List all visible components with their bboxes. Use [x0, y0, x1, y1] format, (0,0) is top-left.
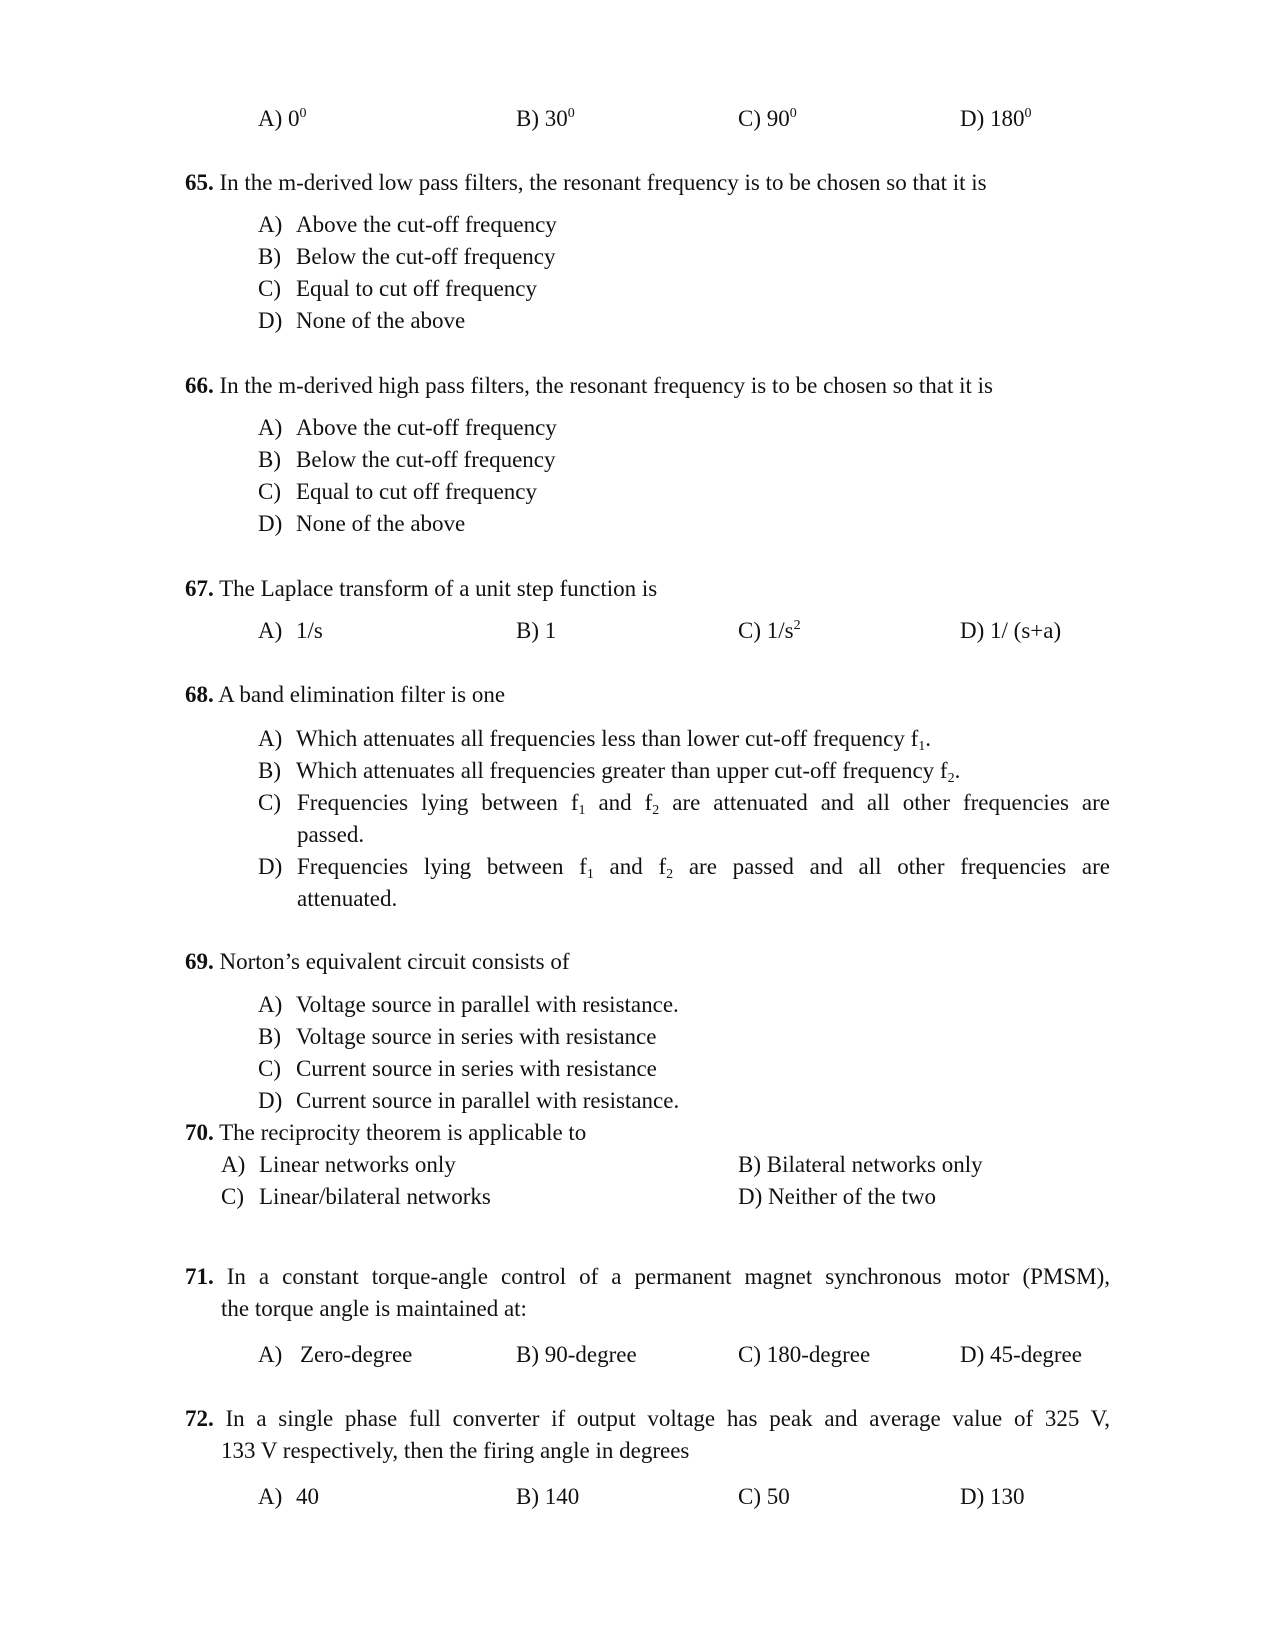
question-72-text-line1: In a single phase full converter if output voltage has peak and average value of 325 V, [225, 1406, 1111, 1431]
q72-option-c-text: 50 [766, 1484, 790, 1509]
q68-option-d-continuation: attenuated. [297, 886, 398, 911]
q71-option-d-text: 45-degree [990, 1342, 1082, 1367]
q68-option-b-text: Which attenuates all frequencies greater than upper cut-off frequency f [296, 758, 948, 783]
q68-option-c-part3: are attenuated and all other frequencies are [659, 790, 1111, 815]
q72-option-b-text: 140 [544, 1484, 580, 1509]
q69-option-a-label: A) [258, 992, 283, 1017]
question-66 [185, 371, 993, 401]
question-68-number: 68. [185, 682, 214, 707]
question-71-text-line1: In a constant torque-angle control of a permanent magnet synchronous motor (PMSM), [226, 1264, 1111, 1289]
q68-option-c-sub2: 2 [652, 803, 660, 818]
q70-option-b [738, 1150, 983, 1180]
question-65 [185, 168, 987, 198]
question-72-text-line2: 133 V respectively, then the firing angle in degrees [221, 1438, 690, 1463]
q72-option-b-label: B) [516, 1484, 539, 1509]
question-67-text: The Laplace transform of a unit step function is [219, 576, 658, 601]
q70-option-b-text: Bilateral networks only [766, 1152, 983, 1177]
q64-option-a-text: 0 [288, 106, 300, 131]
question-72 [185, 1404, 1110, 1434]
question-67-number: 67. [185, 576, 214, 601]
q68-option-a-subscript: 1 [918, 739, 926, 754]
q72-option-b [516, 1482, 579, 1512]
q68-option-d-label-wrap [258, 852, 282, 882]
q71-option-c [738, 1340, 870, 1370]
q69-option-d [258, 1086, 679, 1116]
q70-option-a-text: Linear networks only [259, 1152, 456, 1177]
q69-option-a [258, 990, 679, 1020]
q67-option-d-label: D) [960, 618, 985, 643]
question-71-number: 71. [185, 1264, 214, 1289]
q64-option-b-label: B) [516, 106, 539, 131]
q68-option-c-label: C) [258, 790, 281, 815]
q64-option-c [738, 104, 797, 134]
q72-option-a-label: A) [258, 1484, 283, 1509]
q66-option-a-text: Above the cut-off frequency [296, 415, 557, 440]
q71-option-a [258, 1340, 412, 1370]
question-65-text: In the m-derived low pass filters, the resonant frequency is to be chosen so that it is [219, 170, 987, 195]
question-69-number: 69. [185, 949, 214, 974]
q64-option-d-text: 180 [990, 106, 1025, 131]
q68-option-d-part1: Frequencies lying between f [297, 854, 587, 879]
q67-option-c-exponent: 2 [793, 618, 801, 633]
q65-option-d-label: D) [258, 308, 283, 333]
q70-option-d [738, 1182, 936, 1212]
q64-option-d-degree: 0 [1024, 106, 1032, 121]
q68-option-a-text: Which attenuates all frequencies less than lower cut-off frequency f [296, 726, 919, 751]
question-65-number: 65. [185, 170, 214, 195]
q69-option-d-text: Current source in parallel with resistance. [296, 1088, 680, 1113]
q68-option-b-label: B) [258, 758, 281, 783]
q70-option-d-label: D) [738, 1184, 763, 1209]
q68-option-c-label-wrap [258, 788, 281, 818]
question-68 [185, 680, 505, 710]
q68-option-a [258, 724, 931, 754]
q71-option-d [960, 1340, 1082, 1370]
q72-option-a-text: 40 [296, 1484, 319, 1509]
q65-option-b [258, 242, 556, 272]
q64-option-c-degree: 0 [789, 106, 797, 121]
q67-option-b-label: B) [516, 618, 539, 643]
q68-option-d-label: D) [258, 854, 283, 879]
q68-option-c-sub1: 1 [578, 803, 586, 818]
question-69 [185, 947, 570, 977]
q67-option-b-text: 1 [544, 618, 557, 643]
q68-option-d-sub1: 1 [586, 867, 594, 882]
q67-option-b [516, 616, 556, 646]
q71-option-b-text: 90-degree [544, 1342, 637, 1367]
q71-option-a-label: A) [258, 1342, 283, 1367]
q65-option-b-label: B) [258, 244, 281, 269]
q71-option-c-text: 180-degree [766, 1342, 871, 1367]
q66-option-d-text: None of the above [296, 511, 466, 536]
q66-option-c [258, 477, 537, 507]
q65-option-c [258, 274, 537, 304]
question-70 [185, 1118, 586, 1148]
q66-option-a [258, 413, 557, 443]
q66-option-d [258, 509, 465, 539]
question-71-text-line2: the torque angle is maintained at: [221, 1296, 527, 1321]
q70-option-d-text: Neither of the two [768, 1184, 937, 1209]
q68-option-d-part3: are passed and all other frequencies are [673, 854, 1111, 879]
q68-option-c-continuation: passed. [297, 822, 365, 847]
q68-option-a-label: A) [258, 726, 283, 751]
q69-option-b-text: Voltage source in series with resistance [296, 1024, 657, 1049]
q67-option-a [258, 616, 323, 646]
q70-option-c-label: C) [221, 1184, 244, 1209]
q69-option-b [258, 1022, 656, 1052]
q65-option-c-text: Equal to cut off frequency [296, 276, 537, 301]
q66-option-b-label: B) [258, 447, 281, 472]
q64-option-b-degree: 0 [567, 106, 575, 121]
q67-option-d [960, 616, 1061, 646]
q72-option-d-label: D) [960, 1484, 985, 1509]
q66-option-b-text: Below the cut-off frequency [296, 447, 556, 472]
q64-option-c-text: 90 [766, 106, 790, 131]
q64-option-a-label: A) [258, 106, 283, 131]
question-70-text: The reciprocity theorem is applicable to [219, 1120, 587, 1145]
q72-option-d-text: 130 [990, 1484, 1025, 1509]
q71-option-a-text: Zero-degree [300, 1342, 413, 1367]
q67-option-c-text: 1/s [766, 618, 794, 643]
question-68-text: A band elimination filter is one [218, 682, 506, 707]
q65-option-d [258, 306, 465, 336]
q68-option-b-subscript: 2 [947, 771, 955, 786]
q64-option-a-degree: 0 [299, 106, 307, 121]
q71-option-d-label: D) [960, 1342, 985, 1367]
q65-option-b-text: Below the cut-off frequency [296, 244, 556, 269]
q69-option-c [258, 1054, 657, 1084]
q67-option-d-text: 1/ (s+a) [990, 618, 1062, 643]
q69-option-b-label: B) [258, 1024, 281, 1049]
q66-option-d-label: D) [258, 511, 283, 536]
q65-option-a-text: Above the cut-off frequency [296, 212, 557, 237]
q66-option-b [258, 445, 556, 475]
q64-option-b-text: 30 [544, 106, 568, 131]
q68-option-d [297, 852, 1110, 882]
q68-option-c-part2: and f [585, 790, 653, 815]
q71-option-c-label: C) [738, 1342, 761, 1367]
q66-option-c-text: Equal to cut off frequency [296, 479, 537, 504]
q67-option-a-label: A) [258, 618, 283, 643]
q71-option-b-label: B) [516, 1342, 539, 1367]
q69-option-c-label: C) [258, 1056, 281, 1081]
q66-option-c-label: C) [258, 479, 281, 504]
q72-option-c-label: C) [738, 1484, 761, 1509]
q69-option-a-text: Voltage source in parallel with resistance. [296, 992, 679, 1017]
q65-option-a [258, 210, 557, 240]
question-71 [185, 1262, 1110, 1292]
q68-option-c-part1: Frequencies lying between f [297, 790, 579, 815]
q65-option-c-label: C) [258, 276, 281, 301]
question-69-text: Norton’s equivalent circuit consists of [219, 949, 570, 974]
q64-option-c-label: C) [738, 106, 761, 131]
question-66-text: In the m-derived high pass filters, the resonant frequency is to be chosen so that it is [219, 373, 993, 398]
q67-option-a-text: 1/s [296, 618, 323, 643]
q70-option-b-label: B) [738, 1152, 761, 1177]
q71-option-b [516, 1340, 637, 1370]
q64-option-b [516, 104, 575, 134]
q68-option-d-sub2: 2 [666, 867, 674, 882]
q68-option-c [297, 788, 1110, 818]
q68-option-a-end: . [925, 726, 931, 751]
question-72-number: 72. [185, 1406, 214, 1431]
q68-option-b-end: . [954, 758, 961, 783]
question-66-number: 66. [185, 373, 214, 398]
q70-option-a-label: A) [221, 1152, 246, 1177]
q72-option-d [960, 1482, 1025, 1512]
question-67 [185, 574, 657, 604]
q70-option-c-text: Linear/bilateral networks [259, 1184, 491, 1209]
q68-option-b [258, 756, 960, 786]
q68-option-d-part2: and f [593, 854, 667, 879]
q70-option-a [221, 1150, 456, 1180]
q69-option-c-text: Current source in series with resistance [296, 1056, 657, 1081]
q67-option-c [738, 616, 801, 646]
q69-option-d-label: D) [258, 1088, 283, 1113]
q64-option-d-label: D) [960, 106, 985, 131]
q64-option-d [960, 104, 1032, 134]
q66-option-a-label: A) [258, 415, 283, 440]
q65-option-d-text: None of the above [296, 308, 466, 333]
question-70-number: 70. [185, 1120, 214, 1145]
q70-option-c [221, 1182, 491, 1212]
q67-option-c-label: C) [738, 618, 761, 643]
q64-option-a [258, 104, 307, 134]
q65-option-a-label: A) [258, 212, 283, 237]
q72-option-a [258, 1482, 319, 1512]
q72-option-c [738, 1482, 790, 1512]
